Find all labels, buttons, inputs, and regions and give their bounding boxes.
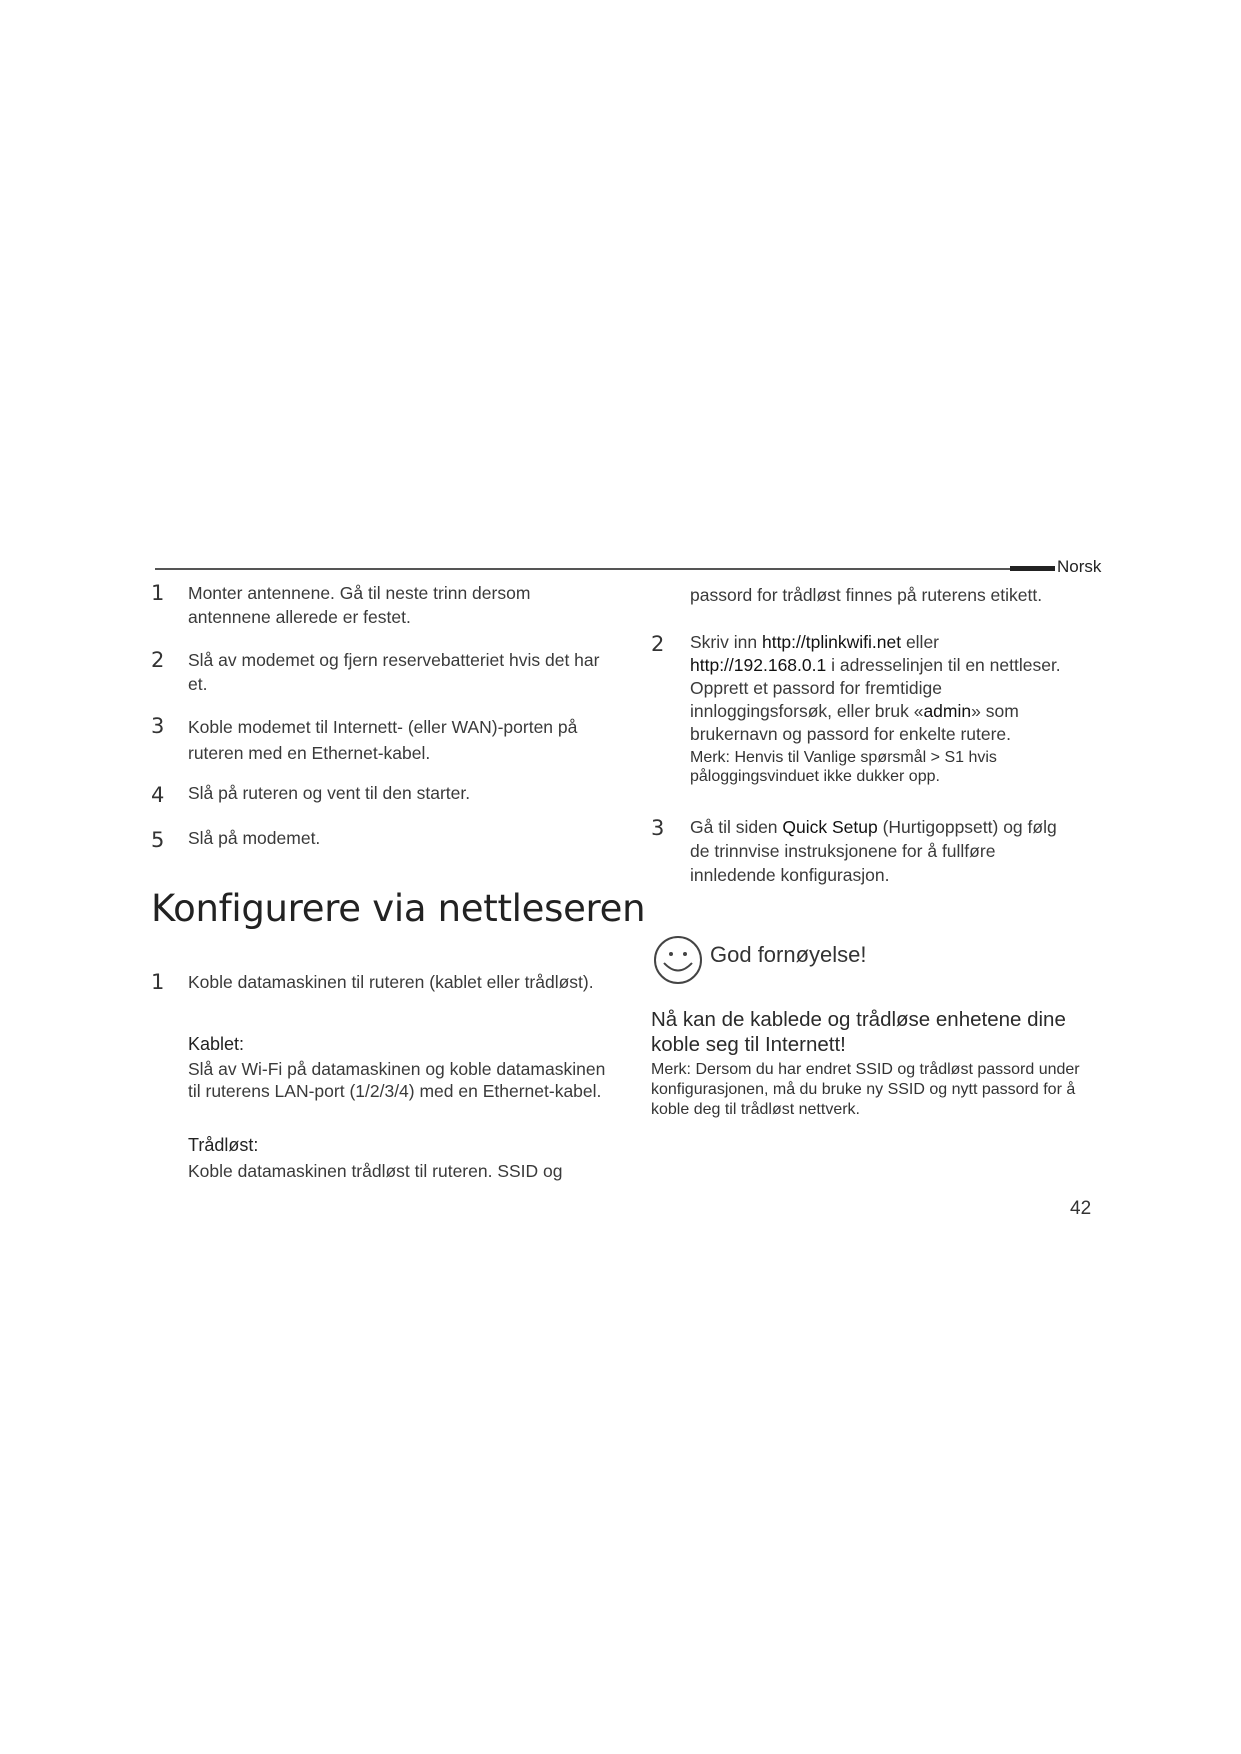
hw-step-text: Slå på ruteren og vent til den starter. — [188, 783, 471, 803]
hw-step-number: 4 — [151, 783, 165, 807]
config-step-3-text: Gå til siden Quick Setup (Hurtigoppsett) og følg de trinnvise instruksjonene for å fullføre innledende konfigurasjon. — [690, 817, 1057, 885]
hw-step-number: 1 — [151, 581, 165, 605]
enjoy-text: God fornøyelse! — [710, 942, 867, 967]
url-tplinkwifi: http://tplinkwifi.net — [761, 632, 902, 652]
config-step-2-text: Skriv inn http://tplinkwifi.net eller http://192.168.0.1 i adresselinjen til en nettleser. Opprett et passord for fremtidige innloggingsforsøk, eller bruk «admin» som brukernavn og passord for enkelte rutere. Merk: Henvis til Vanlige spørsmål > S1 hvis påloggingsvinduet ikke dukker opp. — [690, 631, 1080, 786]
hw-step-text: Slå på modemet. — [188, 828, 321, 848]
config-step-text: Koble datamaskinen til ruteren (kablet eller trådløst). — [188, 972, 594, 992]
wireless-label: Trådløst: — [188, 1135, 259, 1155]
header-rule-accent — [1010, 566, 1055, 571]
continuation-text: passord for trådløst finnes på ruterens etikett. — [690, 585, 1043, 605]
step-2-note: Merk: Henvis til Vanlige spørsmål > S1 hvis påloggingsvinduet ikke dukker opp. — [690, 749, 997, 785]
config-step-number: 3 — [651, 816, 665, 840]
url-ip: http://192.168.0.1 — [690, 655, 827, 675]
smiley-icon — [653, 935, 703, 985]
wireless-text: Koble datamaskinen trådløst til ruteren. SSID og — [188, 1161, 563, 1181]
done-note: Merk: Dersom du har endret SSID og trådløst passord under konfigurasjonen, må du bruke ny SSID og nytt passord for å koble deg til trådløst nettverk. — [651, 1061, 1080, 1118]
hw-step-text: Slå av modemet og fjern reservebatteriet hvis det har et. — [188, 650, 600, 694]
wired-label: Kablet: — [188, 1034, 245, 1054]
wired-block — [188, 1032, 608, 1102]
done-title: Nå kan de kablede og trådløse enhetene dine koble seg til Internett! — [651, 1008, 1066, 1056]
quick-setup-word: Quick Setup — [782, 817, 878, 837]
config-step-number: 2 — [651, 632, 665, 656]
page-number: 42 — [1070, 1198, 1092, 1219]
wireless-block — [188, 1133, 608, 1183]
section-title: Konfigurere via nettleseren — [151, 887, 646, 930]
hw-step-number: 5 — [151, 828, 165, 852]
hw-step-number: 2 — [151, 648, 165, 672]
hw-step-text: Monter antennene. Gå til neste trinn dersom antennene allerede er festet. — [188, 583, 531, 627]
config-step-number: 1 — [151, 970, 165, 994]
hw-step-number: 3 — [151, 714, 165, 738]
language-label: Norsk — [1057, 557, 1102, 576]
wired-text: Slå av Wi-Fi på datamaskinen og koble datamaskinen til ruterens LAN-port (1/2/3/4) med en Ethernet-kabel. — [188, 1059, 606, 1101]
header-rule — [155, 568, 1055, 570]
admin-word: admin — [923, 701, 972, 721]
hw-step-text: Koble modemet til Internett- (eller WAN)-porten på ruteren med en Ethernet-kabel. — [188, 717, 578, 763]
